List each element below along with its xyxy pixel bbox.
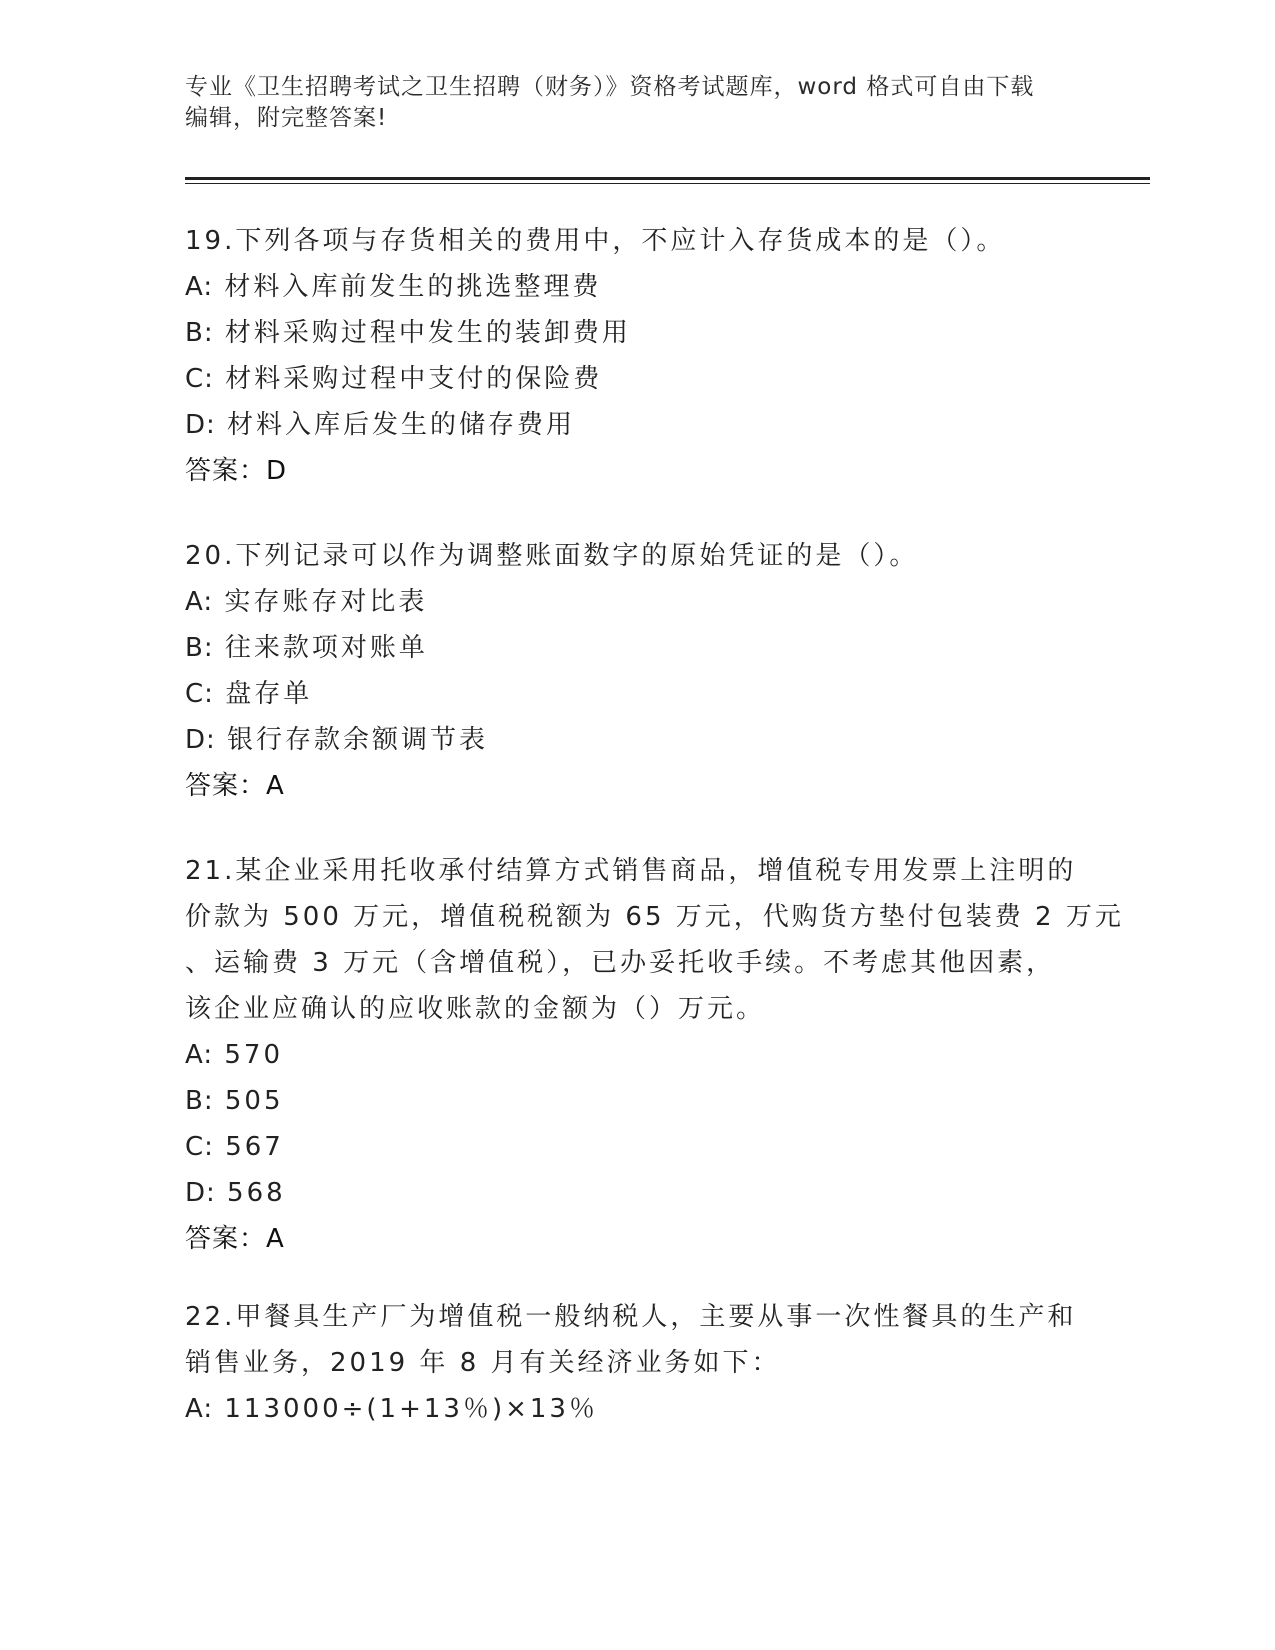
header-line-1: 专业《卫生招聘考试之卫生招聘（财务）》资格考试题库，word 格式可自由下载 xyxy=(185,74,1035,100)
option-text: 材料入库后发生的储存费用 xyxy=(227,410,576,440)
question-stem-line: 、运输费 3 万元（含增值税），已办妥托收手续。不考虑其他因素， xyxy=(185,948,1056,978)
option-letter: A: xyxy=(185,587,214,617)
question-stem xyxy=(185,218,1085,264)
option-letter: D: xyxy=(185,1178,216,1208)
question-stem-line: 22.甲餐具生产厂为增值税一般纳税人，主要从事一次性餐具的生产和 xyxy=(185,1302,1077,1332)
question-22 xyxy=(185,1294,1085,1432)
question-stem xyxy=(185,533,1085,579)
option-d xyxy=(185,1170,1085,1216)
option-d xyxy=(185,717,1085,763)
option-letter: B: xyxy=(185,318,214,348)
option-b xyxy=(185,625,1085,671)
option-a xyxy=(185,1386,1085,1432)
option-c xyxy=(185,356,1085,402)
answer-value: A xyxy=(266,771,284,801)
option-a xyxy=(185,1032,1085,1078)
option-letter: A: xyxy=(185,272,214,302)
option-letter: C: xyxy=(185,679,214,709)
option-text: 567 xyxy=(225,1132,284,1162)
question-stem xyxy=(185,1294,1085,1386)
question-20 xyxy=(185,533,1085,809)
option-letter: B: xyxy=(185,1086,214,1116)
option-text: 材料入库前发生的挑选整理费 xyxy=(224,272,602,302)
option-text: 材料采购过程中发生的装卸费用 xyxy=(224,318,631,348)
document-header xyxy=(185,72,1065,134)
header-line-2: 编辑，附完整答案! xyxy=(185,105,388,131)
option-text: 材料采购过程中支付的保险费 xyxy=(225,364,603,394)
option-letter: A: xyxy=(185,1394,214,1424)
answer-line xyxy=(185,1216,1085,1262)
option-a xyxy=(185,579,1085,625)
option-letter: C: xyxy=(185,364,214,394)
option-letter: B: xyxy=(185,633,214,663)
option-text: 570 xyxy=(224,1040,283,1070)
option-text: 往来款项对账单 xyxy=(224,633,428,663)
option-text: 113000÷(1+13％)×13％ xyxy=(224,1394,598,1424)
option-text: 盘存单 xyxy=(225,679,313,709)
question-stem-line: 19.下列各项与存货相关的费用中，不应计入存货成本的是（）。 xyxy=(185,226,1006,256)
answer-label: 答案： xyxy=(185,771,267,801)
question-stem xyxy=(185,848,1124,1032)
option-c xyxy=(185,1124,1085,1170)
option-d xyxy=(185,402,1085,448)
header-divider-thick xyxy=(185,177,1150,180)
option-letter: A: xyxy=(185,1040,214,1070)
option-c xyxy=(185,671,1085,717)
answer-line xyxy=(185,763,1085,809)
option-letter: C: xyxy=(185,1132,214,1162)
option-letter: D: xyxy=(185,410,216,440)
question-19 xyxy=(185,218,1085,494)
question-stem-line: 该企业应确认的应收账款的金额为（）万元。 xyxy=(185,994,766,1024)
option-letter: D: xyxy=(185,725,216,755)
option-text: 505 xyxy=(224,1086,284,1116)
answer-label: 答案： xyxy=(185,456,267,486)
question-stem-line: 20.下列记录可以作为调整账面数字的原始凭证的是（）。 xyxy=(185,541,919,571)
question-21 xyxy=(185,848,1124,1262)
question-stem-line: 价款为 500 万元，增值税税额为 65 万元，代购货方垫付包装费 2 万元 xyxy=(185,902,1124,932)
option-b xyxy=(185,1078,1085,1124)
question-stem-line: 21.某企业采用托收承付结算方式销售商品，增值税专用发票上注明的 xyxy=(185,856,1077,886)
option-text: 568 xyxy=(227,1178,286,1208)
option-b xyxy=(185,310,1085,356)
answer-label: 答案： xyxy=(185,1224,267,1254)
header-divider-thin xyxy=(185,183,1150,184)
option-text: 实存账存对比表 xyxy=(224,587,428,617)
answer-value: D xyxy=(266,456,287,486)
answer-line xyxy=(185,448,1085,494)
option-a xyxy=(185,264,1085,310)
option-text: 银行存款余额调节表 xyxy=(227,725,489,755)
question-stem-line: 销售业务，2019 年 8 月有关经济业务如下： xyxy=(185,1348,781,1378)
answer-value: A xyxy=(266,1224,284,1254)
